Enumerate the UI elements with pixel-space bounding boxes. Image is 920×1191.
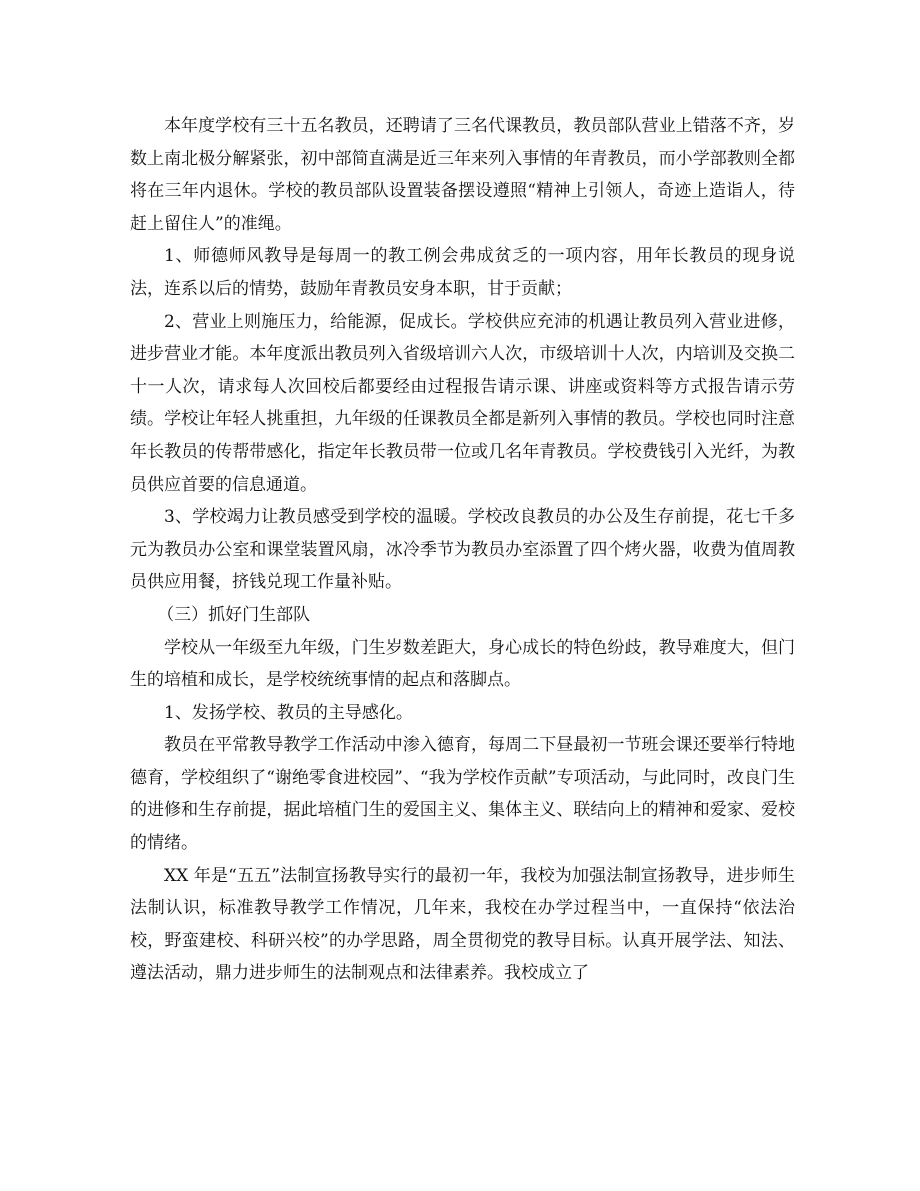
paragraph-student-overview: 学校从一年级至九年级，门生岁数差距大，身心成长的特色纷歧，教导难度大，但门生的培植和成长，是学校统统事情的起点和落脚点。 xyxy=(130,637,795,691)
section-heading-student-team: （三）抓好门生部队 xyxy=(157,604,311,625)
paragraph-teacher-welfare: 3、学校竭力让教员感受到学校的温暖。学校改良教员的办公及生存前提，花七千多元为教员办公室和课堂装置风扇，冰冷季节为教员办室添置了四个烤火器，收费为值周教员供应用餐，挤钱兑现工作量补贴。 xyxy=(130,507,795,593)
paragraph-professional-growth: 2、营业上则施压力，给能源，促成长。学校供应充沛的机遇让教员列入营业进修，进步营业才能。本年度派出教员列入省级培训六人次，市级培训十人次，内培训及交换二十一人次，请求每人次回校后都要经由过程报告请示课、讲座或资料等方式报告请示劳绩。学校让年轻人挑重担，九年级的任课教员全都是新列入事情的教员。学校也同时注意年长教员的传帮带感化，指定年长教员带一位或几名年青教员。学校费钱引入光纤，为教员供应首要的信息通道。 xyxy=(130,311,795,495)
document-page xyxy=(130,110,795,990)
paragraph-legal-education: XX 年是“五五”法制宣扬教导实行的最初一年，我校为加强法制宣扬教导，进步师生法制认识，标准教导教学工作情况，几年来，我校在办学过程当中，一直保持“依法治校，野蛮建校、科研兴校”的办学思路，周全贯彻党的教导目标。认真开展学法、知法、遵法活动，鼎力进步师生的法制观点和法律素养。我校成立了 xyxy=(130,865,795,984)
paragraph-ethics-education: 1、师德师风教导是每周一的教工例会弗成贫乏的一项内容，用年长教员的现身说法，连系以后的情势，鼓励年青教员安身本职，甘于贡献； xyxy=(130,246,795,299)
paragraph-teacher-staff-overview: 本年度学校有三十五名教员，还聘请了三名代课教员，教员部队营业上错落不齐，岁数上南北极分解紧张，初中部简直满是近三年来列入事情的年青教员，而小学部教则全都将在三年内退休。学校的教员部队设置装备摆设遵照“精神上引领人，奇迹上造诣人，待赶上留住人”的准绳。 xyxy=(130,116,795,234)
paragraph-moral-education: 教员在平常教导教学工作活动中渗入德育，每周二下昼最初一节班会课还要举行特地德育，学校组织了“谢绝零食进校园”、“我为学校作贡献”专项活动，与此同时，改良门生的进修和生存前提，据此培植门生的爱国主义、集体主义、联结向上的精神和爱家、爱校的情绪。 xyxy=(130,735,795,854)
paragraph-guiding-role: 1、发扬学校、教员的主导感化。 xyxy=(164,702,413,723)
